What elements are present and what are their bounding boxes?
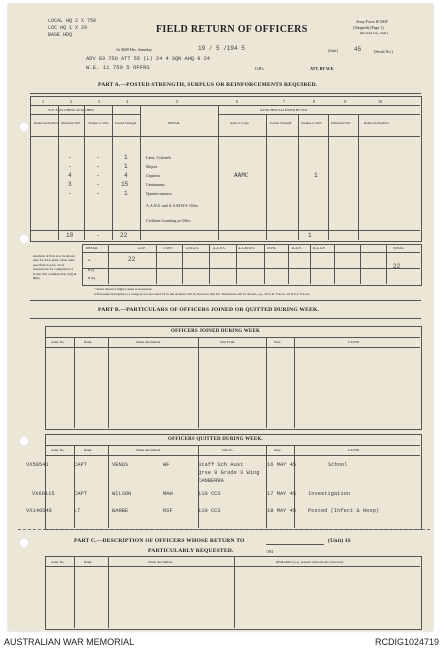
quitted-title: OFFICERS QUITTED DURING WEEK. — [168, 437, 263, 442]
sub-header: Rank-Un-Establ'd. — [34, 121, 60, 125]
quitted-name: BARBE — [112, 508, 129, 514]
part-c-title: PART C.—DESCRIPTION OF OFFICERS WHOSE RETURN TO — [74, 538, 245, 544]
sub-header: DETAIL — [168, 121, 180, 125]
quitted-unit: Staff Sch Aust — [198, 462, 244, 468]
quitted-cause: Posted (Infect & Hosp) — [308, 508, 380, 514]
col-number: 4 — [126, 99, 128, 104]
analysis-col: C.M.F. — [163, 246, 173, 250]
cell-value: - — [96, 172, 100, 179]
quitted-unit: Qrse 9 Grade 3 Wing — [198, 470, 260, 476]
perforation-line — [18, 529, 430, 530]
footnote: # Personnel belonging to a category not provided for in the analysis will be shown in this list. Particulars will be shown, e.g., 20 U.K. Forces, 10 N.E.I. Forces. — [94, 292, 310, 296]
joined-col: Date. — [274, 340, 282, 344]
joined-col: Name and Initials. — [136, 340, 161, 344]
col-number: 2 — [70, 99, 72, 104]
cell-value: 3 — [68, 181, 72, 188]
footer-record-id: RCDIG1024719 — [374, 637, 439, 647]
analysis-value: 22 — [128, 256, 136, 263]
quitted-unit: 110 CCS — [198, 491, 221, 497]
cell-value: - — [68, 190, 72, 197]
detail-row: Captains — [146, 173, 160, 178]
quitted-date: 16 MAY 45 — [267, 462, 297, 468]
sub-header: Surplus to W.E. — [88, 121, 110, 125]
cell-value: 4 — [124, 172, 128, 179]
joined-col: Unit From. — [220, 340, 236, 344]
analysis-row-label: B (i) — [88, 268, 95, 272]
part-c-col: Name and Initials. — [148, 560, 173, 564]
quitted-name: VENUS — [112, 462, 129, 468]
part-c-date-stub: /194 — [266, 549, 274, 554]
detail-row: A.A.N.S. and A.A.M.W.S. Offrs. — [146, 203, 199, 208]
sub-header: Surplus to W.E. — [301, 121, 323, 125]
cell-value: 1 — [124, 154, 128, 161]
quitted-unit: CANBERRA — [198, 478, 224, 484]
analysis-col: A.A.M.W.S. — [238, 246, 255, 250]
punch-hole — [19, 538, 29, 548]
at-hours-line: At 0600 Hrs. Saturday — [116, 47, 152, 52]
sub-header: Deficient W.E. — [331, 121, 352, 125]
form-title: FIELD RETURN OF OFFICERS — [156, 24, 308, 35]
detail-row: Quarter-masters — [146, 191, 172, 196]
quitted-col: CAUSE. — [348, 448, 360, 452]
part-b-title: PART B.—PARTICULARS OF OFFICERS JOINED OR QUITTED DURING WEEK. — [98, 307, 320, 313]
quitted-rank: CAPT — [74, 462, 87, 468]
att-by-we: ATT. BY W.E. — [310, 66, 335, 71]
cell-value: 1 — [314, 172, 318, 179]
cell-value: - — [68, 154, 72, 161]
part-a-table — [30, 96, 422, 242]
total-value: 22 — [120, 232, 128, 239]
typed-line-3: W.E. 11 750 5 OFFRS — [86, 64, 150, 71]
serial-value: 45 — [354, 46, 362, 53]
analysis-table — [82, 244, 422, 286]
quitted-table — [45, 434, 422, 530]
part-c-col: REMARKS (e.g., present whereabouts if known). — [276, 560, 344, 564]
punch-hole — [19, 234, 29, 244]
typed-unit-line-1: LOCAL HQ 2 X 750 — [48, 18, 97, 24]
analysis-col: A.W.A.S. — [186, 246, 200, 250]
joined-title: OFFICERS JOINED DURING WEEK — [171, 329, 261, 334]
arm-corps-value: AAMC — [234, 172, 249, 179]
part-c-col: Army No. — [51, 560, 65, 564]
col-number: 10 — [378, 99, 382, 104]
quitted-rank: CAPT — [74, 491, 87, 497]
attached-allowed-header: ATTACHED ALLOWED BY W.E. — [260, 108, 308, 112]
total-value: 1 — [308, 232, 312, 239]
cell-value: - — [96, 181, 100, 188]
serial-label: (Serial No.) — [374, 49, 393, 54]
army-form-number: Army Form W.3008 — [356, 19, 388, 24]
col-number: 7 — [283, 99, 285, 104]
quitted-col: Date. — [274, 448, 282, 452]
detail-row: Lieut.-Colonels — [146, 155, 171, 160]
cell-value: - — [68, 163, 72, 170]
quitted-initials: RSF — [163, 508, 173, 514]
quitted-initials: WF — [163, 462, 170, 468]
quitted-col: Name and Initials. — [136, 448, 161, 452]
cell-value: 4 — [68, 172, 72, 179]
punch-hole — [19, 122, 29, 132]
part-a-title: PART A.—POSTED STRENGTH, SURPLUS OR REINFORCEMENTS REQUIRED. — [98, 82, 318, 88]
analysis-col: R.A.N. — [292, 246, 302, 250]
analysis-col: A.A.N.S. — [213, 246, 226, 250]
total-value: - — [96, 232, 100, 239]
footnote: * Insert detail of higher ranks as necessary. — [94, 287, 153, 291]
analysis-col: CIVIL. — [267, 246, 277, 250]
quitted-name: WILSON — [112, 491, 132, 497]
col-number: 1 — [42, 99, 44, 104]
analysis-row-label: A — [88, 258, 91, 262]
typed-unit-line-3: BASE HDQ — [48, 32, 73, 38]
total-value: 10 — [66, 232, 74, 239]
analysis-col: DETAIL — [86, 246, 98, 250]
sub-header: Deficient W.E. — [61, 121, 82, 125]
we-excluding-header: W.E. EXCLUDING ATTACHED. — [48, 108, 95, 112]
cell-value: 1 — [124, 163, 128, 170]
footer-archive-name: AUSTRALIAN WAR MEMORIAL — [4, 637, 135, 647]
revised-label: (Revised Jan., 1941) — [360, 31, 388, 35]
analysis-note: Analysis of Part A to be shown here for ALL units, when units specified in para. 10 of instructions for completion of forms will complete Part A(i) & B(ii). — [33, 254, 77, 281]
analysis-col: A.I.F. — [138, 246, 146, 250]
quitted-date: 17 MAY 45 — [267, 491, 297, 497]
cell-value: - — [96, 154, 100, 161]
sub-header: Rank-Un-Establ'd. — [364, 121, 390, 125]
cell-value: - — [96, 163, 100, 170]
return-date: 19 / 5 /194 5 — [198, 45, 245, 52]
detail-row: Lieutenants — [146, 182, 165, 187]
joined-col: Army No. — [51, 340, 65, 344]
col-number: 6 — [236, 99, 238, 104]
analysis-col: TOTAL — [393, 246, 404, 250]
col-number: 3 — [98, 99, 100, 104]
quitted-cause: Investigation — [308, 491, 351, 497]
quitted-date: 18 MAY 45 — [267, 508, 297, 514]
col-number: 9 — [344, 99, 346, 104]
quitted-cause: School — [328, 462, 348, 468]
cell-value: - — [96, 190, 100, 197]
typed-unit-line-2: LOC HQ 1 X 29 — [48, 25, 88, 31]
unit-label: (Unit) — [328, 48, 338, 53]
form-page — [8, 4, 433, 631]
quitted-col: Unit To. — [222, 448, 234, 452]
or-label: O.R's. — [255, 66, 265, 71]
adapted-label: (Adapted) (Page 1) — [353, 25, 384, 30]
joined-col: CAUSE. — [348, 340, 360, 344]
quitted-initials: MAH — [163, 491, 173, 497]
analysis-total: 22 — [393, 263, 401, 270]
col-number: 8 — [313, 99, 315, 104]
joined-col: Rank. — [84, 340, 93, 344]
part-c-unit-is: (Unit) IS — [328, 538, 351, 544]
part-c-col: Rank. — [84, 560, 93, 564]
part-c-requested: PARTICULARLY REQUESTED. — [148, 548, 234, 554]
cell-value: 15 — [121, 181, 129, 188]
cell-value: 1 — [124, 190, 128, 197]
typed-line-2: ADV 83 750 ATT 55 (L) 24 4 SQN AHQ 9 24 — [86, 56, 210, 62]
analysis-row-label: B (ii) — [88, 276, 96, 280]
sub-header: Arm or Corps — [230, 121, 249, 125]
quitted-army-no: VX146548 — [26, 508, 52, 514]
col-number: 5 — [176, 99, 178, 104]
quitted-unit: 110 CCS — [198, 508, 221, 514]
detail-row: Civilians Counting as Offrs. — [146, 218, 192, 223]
analysis-col: R.A.A.F. — [313, 246, 326, 250]
quitted-rank: LT — [74, 508, 81, 514]
quitted-army-no: VX50541 — [26, 462, 49, 468]
detail-row: Majors — [146, 164, 158, 169]
quitted-col: Rank. — [84, 448, 93, 452]
sub-header: Posted Strength — [115, 121, 137, 125]
punch-hole — [19, 436, 29, 446]
sub-header: Posted Strength — [270, 121, 292, 125]
quitted-col: Army No. — [51, 448, 65, 452]
quitted-army-no: VX60115 — [32, 491, 55, 497]
